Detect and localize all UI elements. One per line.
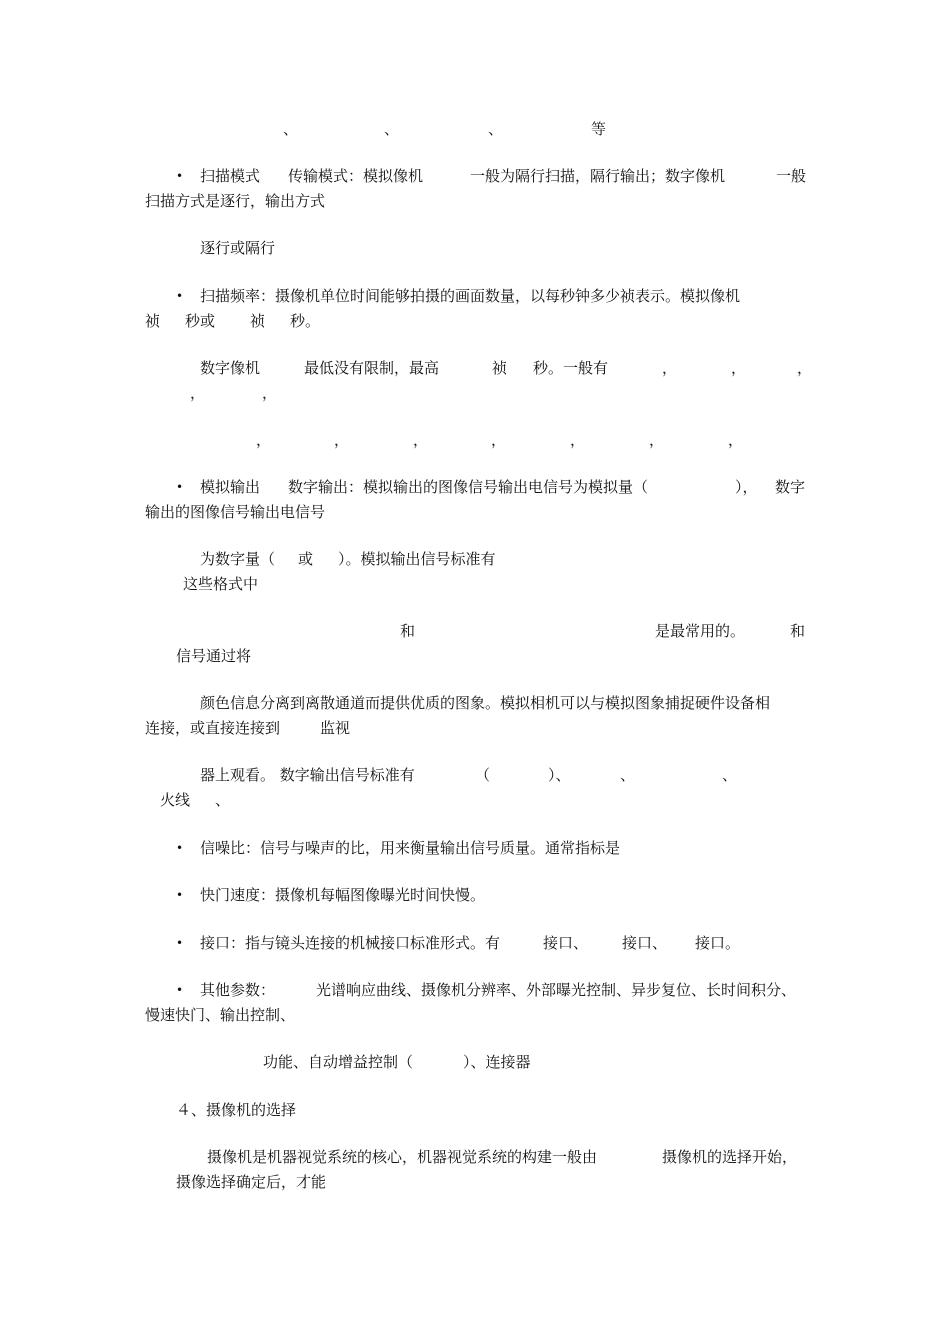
bullet-icon: •: [176, 289, 184, 303]
text-fragment: 为数字量（: [200, 550, 276, 568]
text-fragment: 秒。一般有: [533, 359, 609, 377]
text-fragment: 接口、: [622, 934, 668, 952]
text-fragment: 颜色信息分离到离散通道而提供优质的图象。模拟相机可以与模拟图象捕捉硬件设备相: [200, 694, 771, 712]
text-fragment: 连接，或直接连接到: [145, 719, 281, 737]
text-fragment: ）。模拟输出信号标准有: [338, 550, 496, 568]
text-fragment: 一般: [776, 167, 807, 185]
text-fragment: 数字: [775, 478, 806, 496]
text-fragment: 接口：指与镜头连接的机械接口标准形式。有: [200, 934, 501, 952]
text-fragment: 扫描频率：摄像机单位时间能够拍摄的画面数量，以每秒钟多少祯表示。模拟像机: [200, 287, 741, 305]
bullet-icon: •: [176, 480, 184, 494]
bullet-icon: •: [176, 841, 184, 855]
text-fragment: 、: [384, 120, 400, 138]
comma: ，: [728, 431, 744, 449]
text-fragment: 火线: [160, 791, 191, 809]
text-fragment: 扫描方式是逐行，输出方式: [145, 192, 326, 210]
comma: ，: [570, 431, 586, 449]
text-fragment: 、: [215, 791, 231, 809]
comma: ，: [649, 431, 665, 449]
text-fragment: ），: [735, 478, 758, 496]
comma: ，: [334, 431, 350, 449]
text-fragment: 光谱响应曲线、摄像机分辨率、外部曝光控制、异步复位、长时间积分、: [316, 981, 797, 999]
text-fragment: 信号通过将: [176, 647, 252, 665]
bullet-icon: •: [176, 983, 184, 997]
section-heading: ４、摄像机的选择: [176, 1101, 297, 1119]
text-fragment: 摄像选择确定后，才能: [176, 1173, 327, 1191]
text-fragment: 、: [620, 766, 636, 784]
comma: ，: [662, 359, 678, 377]
bullet-icon: •: [176, 888, 184, 902]
text-fragment: 、: [283, 120, 299, 138]
text-fragment: 数字输出：模拟输出的图像信号输出电信号为模拟量（: [288, 478, 649, 496]
text-fragment: 接口、: [543, 934, 589, 952]
text-fragment: 功能、自动增益控制（: [263, 1053, 414, 1071]
text-fragment: 祯: [492, 359, 508, 377]
text-fragment: 摄像机的选择开始，: [662, 1148, 798, 1166]
text-fragment: 或: [298, 550, 314, 568]
comma: ，: [262, 384, 278, 402]
text-fragment: 这些格式中: [183, 575, 259, 593]
text-fragment: 最低没有限制，最高: [304, 359, 440, 377]
text-fragment: 其他参数：: [200, 981, 276, 999]
comma: ，: [413, 431, 429, 449]
comma: ，: [256, 431, 272, 449]
text-fragment: 逐行或隔行: [200, 239, 276, 257]
text-fragment: 信噪比：信号与噪声的比，用来衡量输出信号质量。通常指标是: [200, 839, 621, 857]
text-fragment: 祯: [145, 312, 161, 330]
text-fragment: 器上观看。 数字输出信号标准有: [200, 766, 415, 784]
bullet-icon: •: [176, 936, 184, 950]
text-fragment: 和: [790, 622, 806, 640]
text-fragment: 和: [400, 622, 416, 640]
text-fragment: 摄像机是机器视觉系统的核心，机器视觉系统的构建一般由: [207, 1148, 598, 1166]
text-fragment: 接口。: [695, 934, 741, 952]
text-fragment: 监视: [320, 719, 351, 737]
comma: ，: [491, 431, 507, 449]
text-fragment: 秒。: [290, 312, 321, 330]
text-fragment: 、: [722, 766, 738, 784]
text-fragment: （: [475, 766, 491, 784]
text-fragment: ）、: [548, 766, 571, 784]
text-fragment: 等: [591, 120, 607, 138]
text-fragment: 快门速度：摄像机每幅图像曝光时间快慢。: [200, 886, 486, 904]
text-fragment: 、: [488, 120, 504, 138]
text-fragment: 一般为隔行扫描，隔行输出；数字像机: [470, 167, 726, 185]
text-fragment: 秒或: [185, 312, 216, 330]
text-fragment: 慢速快门、输出控制、: [145, 1006, 296, 1024]
text-fragment: 模拟输出: [200, 478, 261, 496]
bullet-icon: •: [176, 169, 184, 183]
comma: ，: [190, 384, 206, 402]
text-fragment: ）、连接器: [463, 1053, 531, 1071]
text-fragment: 传输模式：模拟像机: [288, 167, 424, 185]
comma: ，: [731, 359, 747, 377]
text-fragment: 祯: [250, 312, 266, 330]
text-fragment: 输出的图像信号输出电信号: [145, 503, 326, 521]
text-fragment: 扫描模式: [200, 167, 261, 185]
comma: ，: [797, 359, 813, 377]
text-fragment: 数字像机: [200, 359, 261, 377]
text-fragment: 是最常用的。: [655, 622, 746, 640]
